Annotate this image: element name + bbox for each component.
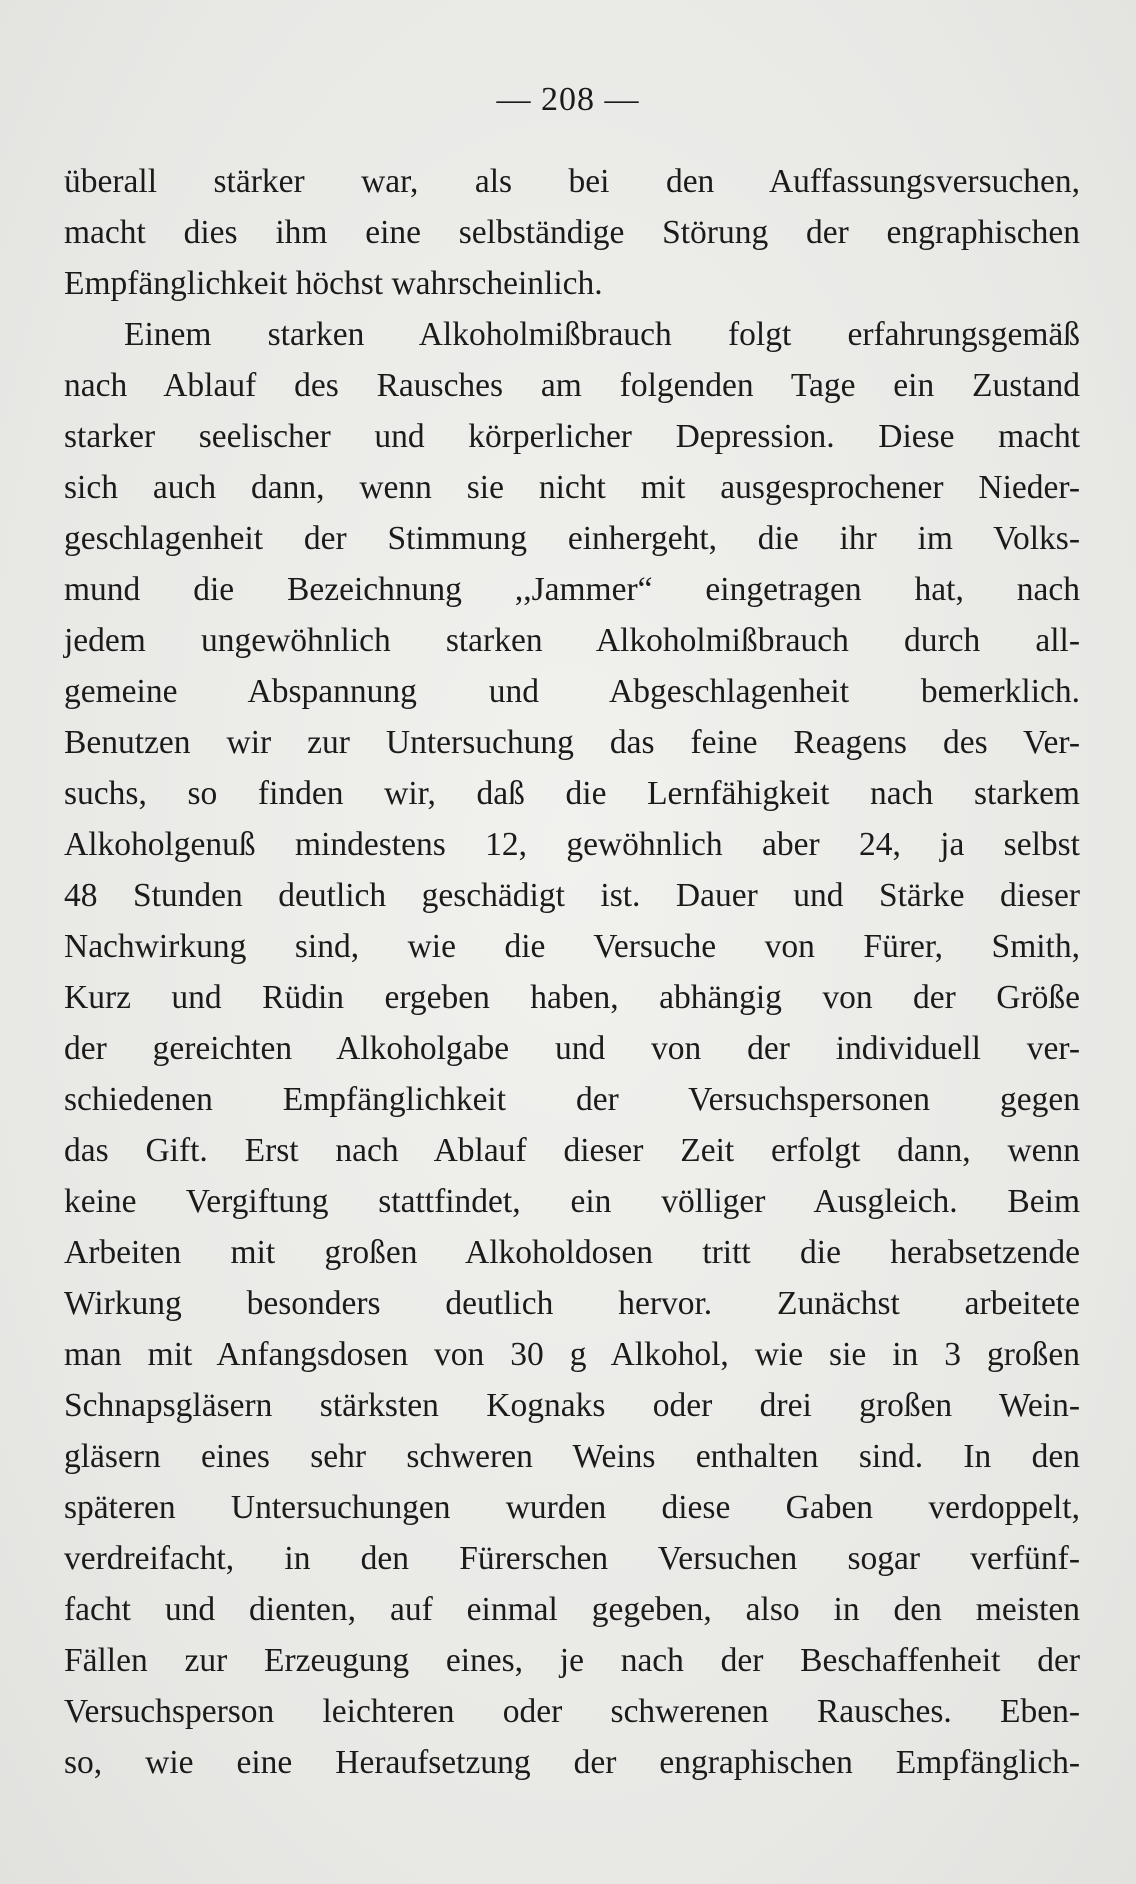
text-line: geschlagenheit der Stimmung einhergeht, die ihr im Volks- bbox=[64, 520, 1080, 557]
text-line: man mit Anfangsdosen von 30 g Alkohol, wie sie in 3 großen bbox=[64, 1336, 1080, 1373]
text-line: 48 Stunden deutlich geschädigt ist. Dauer und Stärke dieser bbox=[64, 877, 1080, 914]
text-line: Alkoholgenuß mindestens 12, gewöhnlich aber 24, ja selbst bbox=[64, 826, 1080, 863]
text-line: mund die Bezeichnung ,,Jammer“ eingetragen hat, nach bbox=[64, 571, 1080, 608]
text-line: Kurz und Rüdin ergeben haben, abhängig von der Größe bbox=[64, 979, 1080, 1016]
text-line: Einem starken Alkoholmißbrauch folgt erfahrungsgemäß bbox=[124, 316, 1080, 353]
text-line: verdreifacht, in den Fürerschen Versuchen sogar verfünf- bbox=[64, 1540, 1080, 1577]
text-line: Empfänglichkeit höchst wahrscheinlich. bbox=[64, 265, 603, 302]
text-line: Nachwirkung sind, wie die Versuche von Fürer, Smith, bbox=[64, 928, 1080, 965]
text-line: Versuchsperson leichteren oder schwerenen Rausches. Eben- bbox=[64, 1693, 1080, 1730]
text-line: suchs, so finden wir, daß die Lernfähigkeit nach starkem bbox=[64, 775, 1080, 812]
text-line: Wirkung besonders deutlich hervor. Zunächst arbeitete bbox=[64, 1285, 1080, 1322]
text-line: überall stärker war, als bei den Auffassungsversuchen, bbox=[64, 163, 1080, 200]
text-line: gemeine Abspannung und Abgeschlagenheit bemerklich. bbox=[64, 673, 1080, 710]
text-line: jedem ungewöhnlich starken Alkoholmißbrauch durch all- bbox=[64, 622, 1080, 659]
text-line: nach Ablauf des Rausches am folgenden Tage ein Zustand bbox=[64, 367, 1080, 404]
text-line: starker seelischer und körperlicher Depression. Diese macht bbox=[64, 418, 1080, 455]
text-line: so, wie eine Heraufsetzung der engraphischen Empfänglich- bbox=[64, 1744, 1080, 1781]
text-line: gläsern eines sehr schweren Weins enthalten sind. In den bbox=[64, 1438, 1080, 1475]
text-line: sich auch dann, wenn sie nicht mit ausgesprochener Nieder- bbox=[64, 469, 1080, 506]
page-number: — 208 — bbox=[496, 81, 640, 118]
text-line: keine Vergiftung stattfindet, ein völliger Ausgleich. Beim bbox=[64, 1183, 1080, 1220]
text-line: der gereichten Alkoholgabe und von der individuell ver- bbox=[64, 1030, 1080, 1067]
text-line: macht dies ihm eine selbständige Störung der engraphischen bbox=[64, 214, 1080, 251]
text-line: späteren Untersuchungen wurden diese Gaben verdoppelt, bbox=[64, 1489, 1080, 1526]
text-line: Arbeiten mit großen Alkoholdosen tritt die herabsetzende bbox=[64, 1234, 1080, 1271]
text-line: schiedenen Empfänglichkeit der Versuchspersonen gegen bbox=[64, 1081, 1080, 1118]
text-line: facht und dienten, auf einmal gegeben, also in den meisten bbox=[64, 1591, 1080, 1628]
body-text bbox=[64, 156, 1080, 1788]
text-line: Fällen zur Erzeugung eines, je nach der Beschaffenheit der bbox=[64, 1642, 1080, 1679]
text-line: das Gift. Erst nach Ablauf dieser Zeit erfolgt dann, wenn bbox=[64, 1132, 1080, 1169]
text-line: Benutzen wir zur Untersuchung das feine Reagens des Ver- bbox=[64, 724, 1080, 761]
text-line: Schnapsgläsern stärksten Kognaks oder drei großen Wein- bbox=[64, 1387, 1080, 1424]
